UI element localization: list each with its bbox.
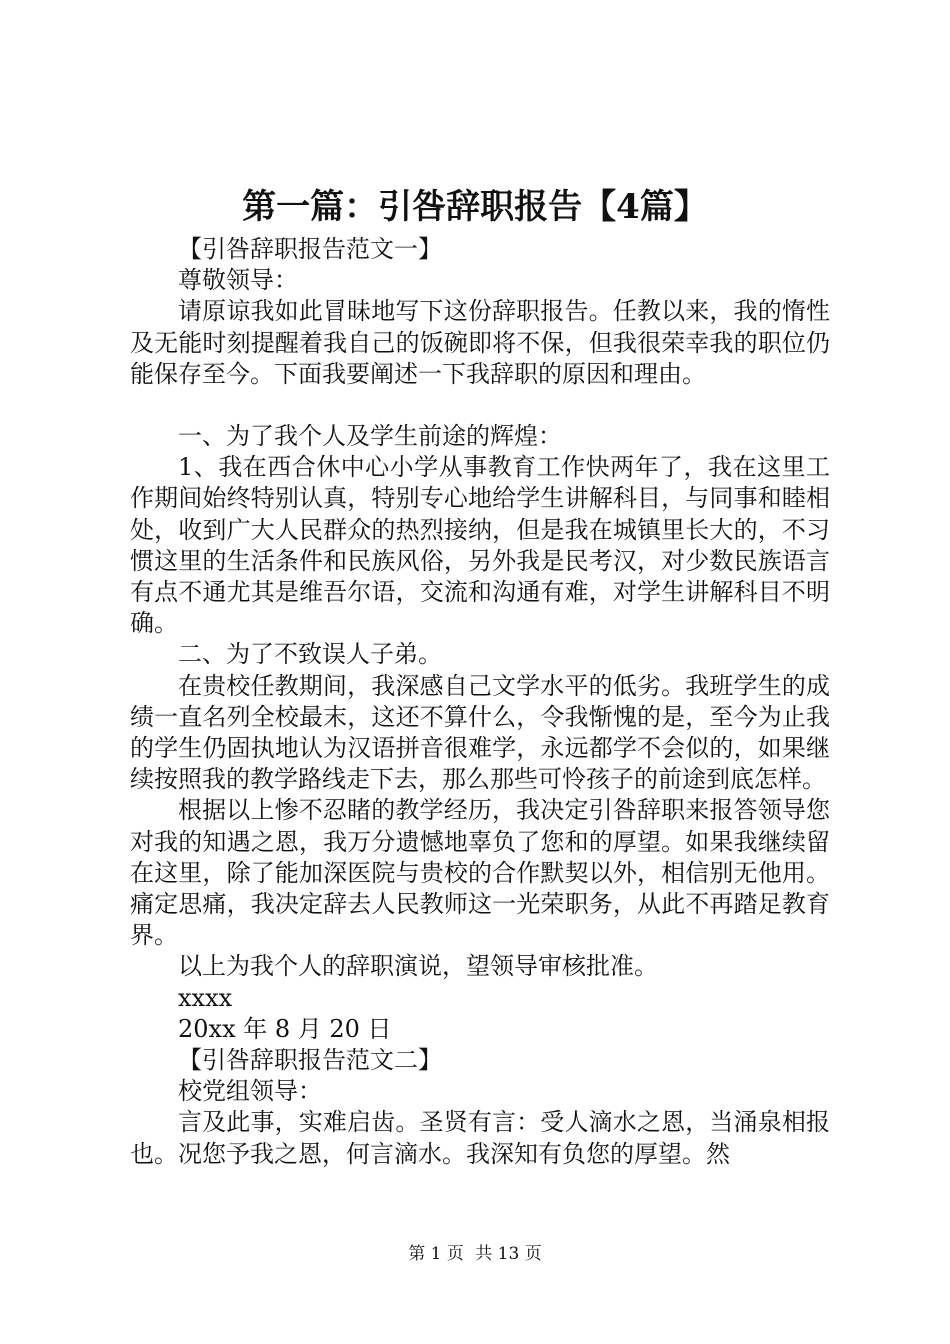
signature-name: xxxx xyxy=(178,983,233,1012)
page-total: 共 13 页 xyxy=(475,1244,542,1264)
paragraph-request: 以上为我个人的辞职演说，望领导审核批准。 xyxy=(178,952,658,981)
document-title: 第一篇：引咎辞职报告【4篇】 xyxy=(242,187,708,227)
page-number: 第 1 页 xyxy=(408,1244,464,1264)
section-heading-2: 【引咎辞职报告范文二】 xyxy=(178,1046,442,1075)
paragraph-point-1: 1、我在西合休中心小学从事教育工作快两年了，我在这里工作期间始终特别认真，特别专心地给学生讲解科目，与同事和睦相处，收到广大人民群众的热烈接纳，但是我在城镇里长大的，不习惯这里的生活条件和民族风俗，另外我是民考汉，对少数民族语言有点不通尤其是维吾尔语，交流和沟通有难，对学生讲解科目不明确。 xyxy=(130,453,830,638)
paragraph-opening-2: 言及此事，实难启齿。圣贤有言：受人滴水之恩，当涌泉相报也。况您予我之恩，何言滴水。我深知有负您的厚望。然 xyxy=(130,1108,830,1168)
point-heading-2: 二、为了不致误人子弟。 xyxy=(178,640,442,669)
signature-date: 20xx 年 8 月 20 日 xyxy=(178,1014,392,1043)
salutation-1: 尊敬领导： xyxy=(178,266,298,295)
paragraph-intro: 请原谅我如此冒昧地写下这份辞职报告。任教以来，我的惰性及无能时刻提醒着我自己的饭碗即将不保，但我很荣幸我的职位仍能保存至今。下面我要阐述一下我辞职的原因和理由。 xyxy=(130,297,830,388)
section-heading-1: 【引咎辞职报告范文一】 xyxy=(178,235,442,263)
salutation-2: 校党组领导： xyxy=(178,1077,322,1106)
paragraph-conclusion: 根据以上惨不忍睹的教学经历，我决定引咎辞职来报答领导您对我的知遇之恩，我万分遗憾地辜负了您和的厚望。如果我继续留在这里，除了能加深医院与贵校的合作默契以外，相信别无他用。痛定思痛，我决定辞去人民教师这一光荣职务，从此不再踏足教育界。 xyxy=(130,796,830,950)
document-body xyxy=(130,234,830,1170)
point-heading-1: 一、为了我个人及学生前途的辉煌： xyxy=(178,422,562,451)
page-footer xyxy=(0,1243,950,1265)
paragraph-point-2: 在贵校任教期间，我深感自己文学水平的低劣。我班学生的成绩一直名列全校最末，这还不算什么，令我惭愧的是，至今为止我的学生仍固执地认为汉语拼音很难学，永远都学不会似的，如果继续按照我的教学路线走下去，那么那些可怜孩子的前途到底怎样。 xyxy=(130,671,830,794)
